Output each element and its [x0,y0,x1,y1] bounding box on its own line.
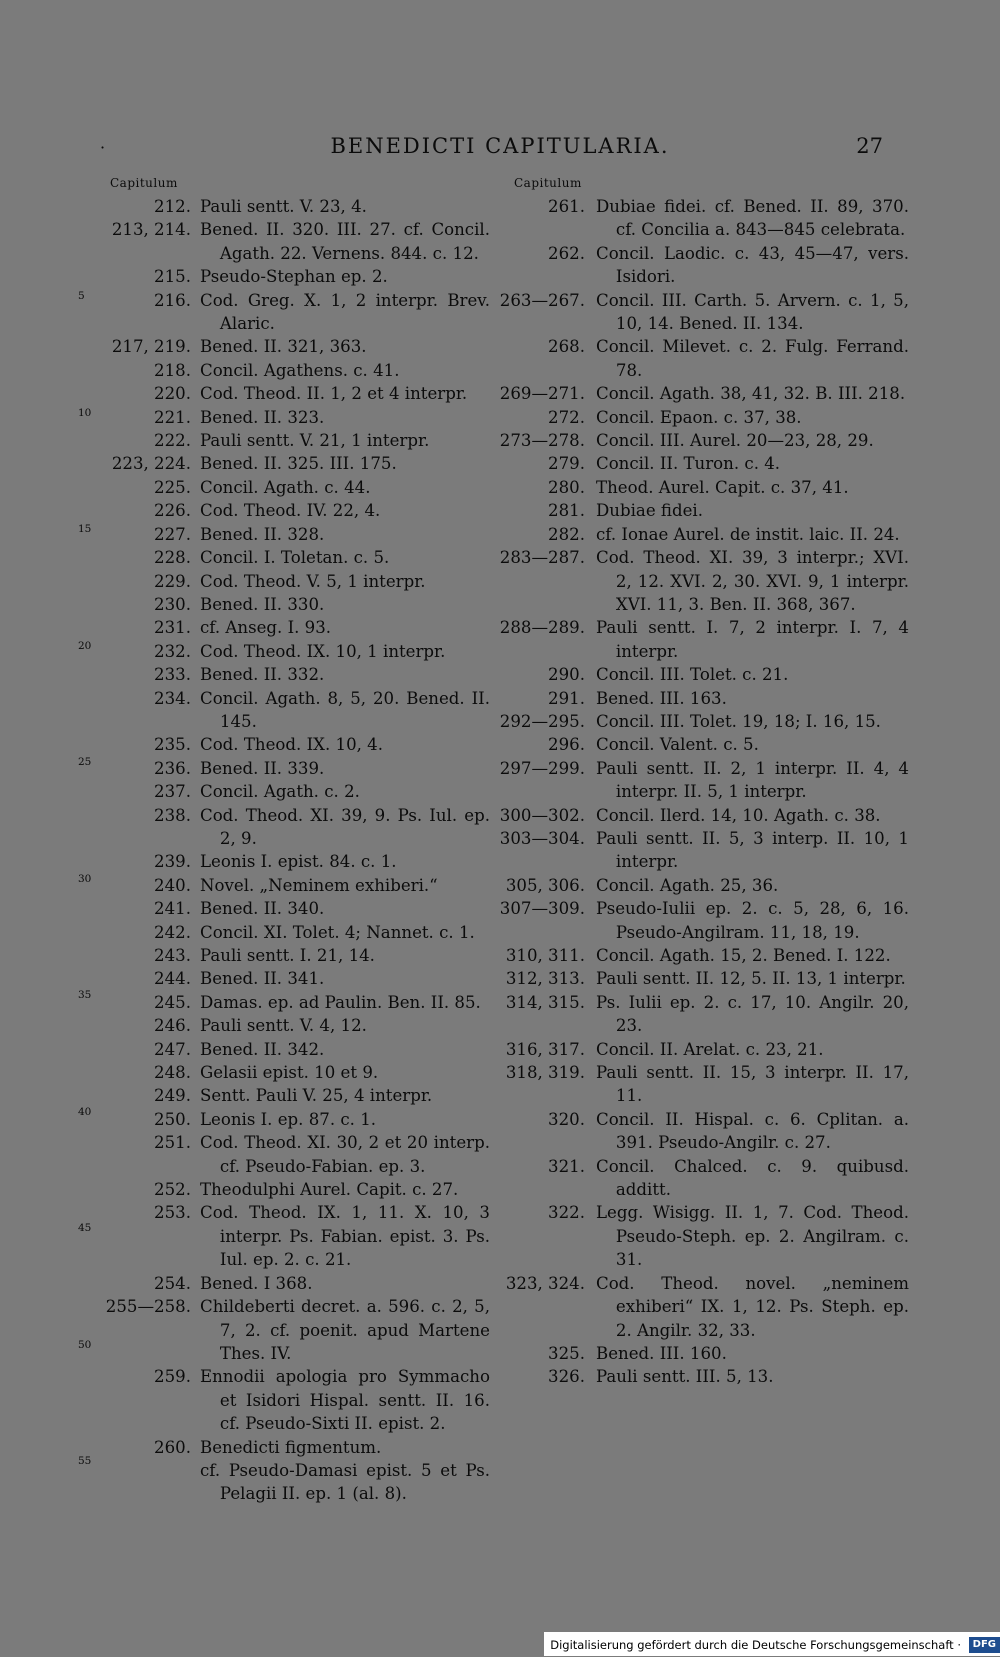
index-entry [497,195,909,242]
index-entry [88,897,490,920]
index-entry [497,1038,909,1061]
capitulum-number: 255—258. [105,1297,191,1317]
capitulum-number: 269—271. [499,384,585,404]
capitulum-number: 321. [548,1156,585,1176]
capitulum-number: 229. [154,571,191,591]
capitulum-number: 252. [154,1180,191,1200]
capitulum-number: 303—304. [499,828,585,848]
capitulum-number: 288—289. [499,618,585,638]
source-reference: Concil. III. Aurel. 20—23, 28, 29. [596,431,874,451]
source-reference: Pauli sentt. V. 4, 12. [200,1016,367,1036]
capitulum-number: 279. [548,454,585,474]
source-reference: Gelasii epist. 10 et 9. [200,1063,379,1083]
source-reference: Pauli sentt. V. 23, 4. [200,197,367,216]
source-reference: Damas. ep. ad Paulin. Ben. II. 85. [200,992,481,1012]
capitulum-number: 282. [548,524,585,544]
capitulum-number: 236. [154,758,191,778]
source-reference: Benedicti figmentum. [200,1437,382,1457]
line-marker: 5 [78,290,85,302]
capitulum-number: 253. [154,1203,191,1223]
index-entry [88,804,490,851]
index-entry [88,1295,490,1365]
capitulum-number: 226. [154,501,191,521]
index-entry [88,944,490,967]
source-reference: Ps. Iulii ep. 2. c. 17, 10. Angilr. 20, 23. [596,992,909,1036]
capitulum-number: 239. [154,852,191,872]
index-entry [88,265,490,288]
capitulum-number: 268. [548,337,585,357]
source-reference: Sentt. Pauli V. 25, 4 interpr. [200,1086,433,1106]
source-reference: Theod. Aurel. Capit. c. 37, 41. [596,477,849,497]
running-title: BENEDICTI CAPITULARIA. [330,134,670,158]
index-entry [88,335,490,358]
source-reference: Concil. Laodic. c. 43, 45—47, vers. Isidori. [596,243,909,287]
digitization-footer [544,1632,1000,1656]
source-reference: Concil. Agath. c. 44. [200,477,371,497]
index-entry [497,1061,909,1108]
capitulum-number: 223, 224. [111,454,191,474]
index-entry [88,1201,490,1271]
index-entry [88,429,490,452]
source-reference: Bened. II. 330. [200,594,325,614]
capitulum-number: 312, 313. [505,969,585,989]
header-mark: · [100,138,106,157]
capitulum-number: 325. [548,1343,585,1363]
line-marker: 30 [78,872,92,885]
capitulum-number: 292—295. [499,711,585,731]
source-reference: Cod. Theod. XI. 39, 9. Ps. Iul. ep. 2, 9. [200,805,490,848]
index-entry [497,757,909,804]
index-entry [88,850,490,873]
source-reference: cf. Anseg. I. 93. [200,618,332,638]
capitulum-number: 254. [154,1273,191,1293]
index-entry [88,382,490,405]
index-entry [88,616,490,639]
index-entry [88,921,490,944]
capitulum-number: 235. [154,735,191,755]
source-reference: Bened. II. 320. III. 27. cf. Concil. Agath. 22. Vernens. 844. c. 12. [200,220,490,263]
source-reference: Leonis I. epist. 84. c. 1. [200,852,397,872]
index-entry [88,1061,490,1084]
index-entry [497,1272,909,1342]
source-reference: Cod. Theod. V. 5, 1 interpr. [200,571,426,591]
index-entry [88,1178,490,1201]
capitulum-number: 238. [154,805,191,825]
capitulum-number: 228. [154,548,191,568]
source-reference: Concil. II. Turon. c. 4. [596,454,781,474]
source-reference: Cod. Theod. IX. 10, 4. [200,735,384,755]
capitulum-number: 261. [548,197,585,216]
source-reference: Dubiae fidei. cf. Bened. II. 89, 370. cf. Concilia a. 843—845 celebrata. [596,197,909,240]
source-reference: Childeberti decret. a. 596. c. 2, 5, 7, 2. cf. poenit. apud Martene Thes. IV. [200,1297,490,1363]
index-entry [88,476,490,499]
index-entry [88,593,490,616]
source-reference: Cod. Theod. XI. 39, 3 interpr.; XVI. 2, 12. XVI. 2, 30. XVI. 9, 1 interpr. XVI. 11, 3. Ben. II. 368, 367. [596,548,909,614]
index-entry [497,1155,909,1202]
index-entry [497,944,909,967]
left-column-heading: Capitulum [110,176,178,190]
source-reference: Pauli sentt. III. 5, 13. [596,1367,774,1387]
capitulum-number: 290. [548,665,585,685]
source-reference: Concil. Epaon. c. 37, 38. [596,407,802,427]
source-reference: Novel. „Neminem exhiberi.“ [200,875,438,895]
index-entry [497,382,909,405]
source-reference: Pseudo-Iulii ep. 2. c. 5, 28, 6, 16. Pseudo-Angilram. 11, 18, 19. [596,899,909,942]
source-reference: Bened. III. 163. [596,688,727,708]
capitulum-number: 234. [154,688,191,708]
capitulum-number: 225. [154,477,191,497]
source-reference: Bened. II. 328. [200,524,325,544]
capitulum-number: 246. [154,1016,191,1036]
index-entry [88,967,490,990]
index-entry [88,991,490,1014]
index-entry [88,757,490,780]
source-reference: Cod. Theod. IX. 1, 11. X. 10, 3 interpr. Ps. Fabian. epist. 3. Ps. Iul. ep. 2. c. 21. [200,1203,490,1270]
source-reference: cf. Ionae Aurel. de instit. laic. II. 24. [596,524,900,544]
index-entry [88,452,490,475]
source-reference: Bened. II. 339. [200,758,325,778]
source-reference: Concil. Agath. 15, 2. Bened. I. 122. [596,946,891,965]
source-reference: Pauli sentt. V. 21, 1 interpr. [200,431,430,451]
capitulum-number: 273—278. [499,431,585,451]
source-reference: Concil. II. Arelat. c. 23, 21. [596,1039,824,1059]
index-entry [497,1201,909,1271]
index-entry [88,406,490,429]
capitulum-number: 244. [154,969,191,989]
source-reference: Ennodii apologia pro Symmacho et Isidori Hispal. sentt. II. 16. cf. Pseudo-Sixti II. epist. 2. [200,1367,490,1434]
index-entry [497,546,909,616]
capitulum-number: 250. [154,1109,191,1129]
source-reference: Bened. II. 332. [200,665,325,685]
index-entry [497,1108,909,1155]
index-entry [88,1014,490,1037]
capitulum-number: 307—309. [499,899,585,919]
index-entry [497,663,909,686]
line-marker: 45 [78,1222,92,1234]
index-entry [88,546,490,569]
index-entry [497,710,909,733]
index-entry [497,967,909,990]
index-entry [88,1365,490,1435]
capitulum-number: 231. [154,618,191,638]
capitulum-number: 220. [154,384,191,404]
capitulum-number: 320. [548,1109,585,1129]
capitulum-number: 310, 311. [505,946,585,965]
index-entry [88,218,490,265]
capitulum-number: 259. [154,1367,191,1387]
index-entry [497,289,909,336]
source-reference: Theodulphi Aurel. Capit. c. 27. [200,1180,459,1200]
index-entry [497,429,909,452]
source-reference: Pauli sentt. II. 12, 5. II. 13, 1 interpr. [596,969,906,989]
capitulum-number: 263—267. [499,290,585,310]
source-reference: Bened. II. 325. III. 175. [200,454,397,474]
capitulum-number: 213, 214. [111,220,191,240]
source-reference: Concil. Agath. 25, 36. [596,875,779,895]
index-entry [497,804,909,827]
index-entry [497,242,909,289]
index-entry [497,523,909,546]
source-reference: Cod. Theod. II. 1, 2 et 4 interpr. [200,384,468,404]
index-entry [88,1084,490,1107]
source-reference: Bened. II. 342. [200,1039,325,1059]
source-reference: cf. Pseudo-Damasi epist. 5 et Ps. Pelagii II. ep. 1 (al. 8). [200,1460,490,1504]
source-reference: Bened. I 368. [200,1273,313,1293]
source-reference: Leonis I. ep. 87. c. 1. [200,1109,377,1129]
index-entry [88,523,490,546]
capitulum-number: 218. [154,360,191,380]
line-marker: 20 [78,639,92,652]
capitulum-number: 262. [548,243,585,263]
line-marker: 40 [78,1105,92,1118]
index-entry [88,780,490,803]
index-entry [497,406,909,429]
index-entry [88,687,490,734]
capitulum-number: 216. [154,290,191,310]
right-column-heading: Capitulum [514,176,582,190]
line-marker: 25 [78,756,92,768]
source-reference: Concil. XI. Tolet. 4; Nannet. c. 1. [200,922,475,942]
index-entry [88,359,490,382]
source-reference: Concil. II. Hispal. c. 6. Cplitan. a. 391. Pseudo-Angilr. c. 27. [596,1109,909,1153]
capitulum-number: 230. [154,594,191,614]
source-reference: Cod. Theod. XI. 30, 2 et 20 interp. cf. Pseudo-Fabian. ep. 3. [200,1133,490,1176]
line-marker: 10 [78,406,92,419]
source-reference: Pauli sentt. I. 21, 14. [200,946,375,965]
index-entry [497,897,909,944]
capitulum-number: 217, 219. [111,337,191,357]
index-entry [88,1131,490,1178]
index-entry [88,1436,490,1459]
capitulum-number: 222. [154,431,191,451]
source-reference: Pauli sentt. II. 5, 3 interp. II. 10, 1 interpr. [596,828,909,872]
index-entry [497,827,909,874]
capitulum-number: 291. [548,688,585,708]
source-reference: Concil. III. Carth. 5. Arvern. c. 1, 5, 10, 14. Bened. II. 134. [596,290,909,334]
capitulum-number: 245. [154,992,191,1012]
index-entry [497,616,909,663]
index-entry [497,687,909,710]
index-entry [88,289,490,336]
index-entry [497,1342,909,1365]
index-entry [88,195,490,218]
source-reference: Concil. III. Tolet. 19, 18; I. 16, 15. [596,711,881,731]
source-reference: Concil. Valent. c. 5. [596,735,759,755]
source-reference: Cod. Theod. IX. 10, 1 interpr. [200,641,446,661]
capitulum-number: 281. [548,501,585,521]
source-reference: Cod. Greg. X. 1, 2 interpr. Brev. Alaric. [200,290,490,334]
source-reference: Bened. II. 340. [200,899,325,919]
capitulum-number: 297—299. [499,758,585,778]
capitulum-number: 283—287. [499,548,585,568]
source-reference: Concil. Chalced. c. 9. quibusd. additt. [596,1156,909,1200]
source-reference: Concil. Agath. 8, 5, 20. Bened. II. 145. [200,688,490,731]
capitulum-number: 242. [154,922,191,942]
source-reference: Dubiae fidei. [596,501,704,521]
index-entry [88,1108,490,1131]
index-entry [88,640,490,663]
capitulum-number: 318, 319. [505,1063,585,1083]
index-entry [88,663,490,686]
line-marker: 15 [78,523,92,535]
index-entry [497,335,909,382]
source-reference: Concil. Ilerd. 14, 10. Agath. c. 38. [596,805,881,825]
source-reference: Pauli sentt. I. 7, 2 interpr. I. 7, 4 interpr. [596,618,909,661]
index-entry [88,499,490,522]
capitulum-number: 280. [548,477,585,497]
capitulum-number: 221. [154,407,191,427]
capitulum-number: 314, 315. [505,992,585,1012]
capitulum-number: 248. [154,1063,191,1083]
dfg-logo: DFG [969,1637,1000,1653]
source-reference: Cod. Theod. novel. „neminem exhiberi“ IX. 1, 12. Ps. Steph. ep. 2. Angilr. 32, 33. [596,1273,909,1340]
page-number: 27 [856,134,883,158]
index-entry [88,1272,490,1295]
index-entry [88,874,490,897]
capitulum-number: 215. [154,267,191,287]
index-entry [497,874,909,897]
source-reference: Pseudo-Stephan ep. 2. [200,267,388,287]
source-reference: Concil. Milevet. c. 2. Fulg. Ferrand. 78. [596,337,909,380]
capitulum-number: 296. [548,735,585,755]
index-entry [497,452,909,475]
source-reference: Concil. III. Tolet. c. 21. [596,665,789,685]
source-reference: Concil. I. Toletan. c. 5. [200,548,390,568]
source-reference: Bened. II. 321, 363. [200,337,367,357]
index-entry [497,733,909,756]
capitulum-number: 305, 306. [505,875,585,895]
left-column [88,195,490,1506]
capitulum-number: 233. [154,665,191,685]
source-reference: Pauli sentt. II. 15, 3 interpr. II. 17, 11. [596,1063,909,1106]
capitulum-number: 237. [154,782,191,802]
capitulum-number: 322. [548,1203,585,1223]
source-reference: Legg. Wisigg. II. 1, 7. Cod. Theod. Pseudo-Steph. ep. 2. Angilram. c. 31. [596,1203,909,1270]
capitulum-number: 316, 317. [505,1039,585,1059]
capitulum-number: 241. [154,899,191,919]
capitulum-number: 249. [154,1086,191,1106]
capitulum-number: 300—302. [499,805,585,825]
capitulum-number: 243. [154,946,191,965]
capitulum-number: 260. [154,1437,191,1457]
capitulum-number: 251. [154,1133,191,1153]
capitulum-number: 240. [154,875,191,895]
index-entry [497,476,909,499]
capitulum-number: 227. [154,524,191,544]
index-entry [88,1038,490,1061]
source-reference: Bened. III. 160. [596,1343,727,1363]
footer-text: Digitalisierung gefördert durch die Deutsche Forschungsgemeinschaft · [550,1637,961,1652]
index-entry [497,1365,909,1388]
source-reference: Pauli sentt. II. 2, 1 interpr. II. 4, 4 interpr. II. 5, 1 interpr. [596,758,909,802]
capitulum-number: 232. [154,641,191,661]
capitulum-number: 272. [548,407,585,427]
index-entry [88,733,490,756]
source-reference: Bened. II. 323. [200,407,325,427]
line-marker: 50 [78,1338,92,1351]
source-reference: Concil. Agath. 38, 41, 32. B. III. 218. [596,384,906,404]
source-reference: Concil. Agath. c. 2. [200,782,360,802]
capitulum-number: 247. [154,1039,191,1059]
capitulum-number: 212. [154,197,191,216]
source-reference: Concil. Agathens. c. 41. [200,360,400,380]
source-reference: Cod. Theod. IV. 22, 4. [200,501,381,521]
index-entry [88,570,490,593]
line-marker: 35 [78,989,92,1001]
capitulum-number: 326. [548,1367,585,1387]
capitulum-number: 323, 324. [505,1273,585,1293]
right-column [497,195,909,1389]
index-entry [497,991,909,1038]
index-entry [497,499,909,522]
line-marker: 55 [78,1455,92,1467]
index-entry [88,1459,490,1506]
source-reference: Bened. II. 341. [200,969,325,989]
